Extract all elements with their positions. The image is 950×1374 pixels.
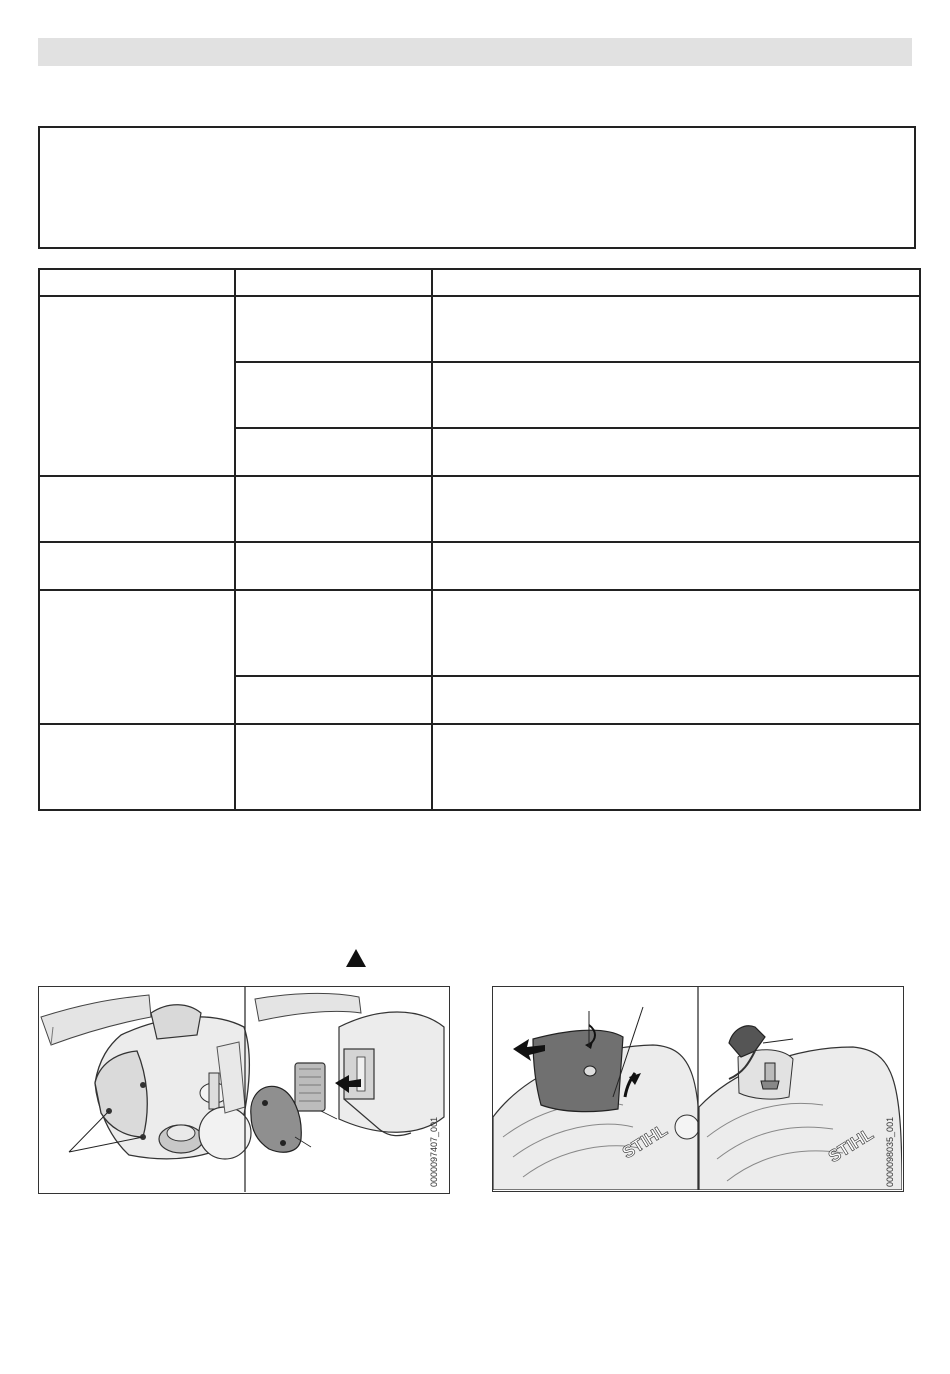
spark-plug-boot xyxy=(699,1026,902,1190)
table-row xyxy=(39,590,920,676)
cause-cell xyxy=(235,362,432,428)
cause-cell xyxy=(235,428,432,476)
condition-cell xyxy=(39,590,235,724)
cause-cell xyxy=(235,676,432,724)
stihl-logo: STIHL xyxy=(825,1124,877,1167)
remedy-cell xyxy=(432,428,920,476)
table-row xyxy=(39,476,920,542)
remedy-cell xyxy=(432,296,920,362)
cause-cell xyxy=(235,476,432,542)
table-row xyxy=(39,296,920,362)
table-row xyxy=(39,724,920,810)
condition-cell xyxy=(39,296,235,476)
cause-cell xyxy=(235,542,432,590)
engine-cover-icon xyxy=(533,1030,623,1111)
remedy-cell xyxy=(432,590,920,676)
section-header-bar xyxy=(38,38,912,66)
condition-cell xyxy=(39,542,235,590)
header-cause xyxy=(235,269,432,296)
remedy-cell xyxy=(432,724,920,810)
stihl-logo: STIHL xyxy=(619,1120,671,1163)
remedy-cell xyxy=(432,542,920,590)
condition-cell xyxy=(39,476,235,542)
cause-cell xyxy=(235,724,432,810)
warning-triangle-icon xyxy=(345,948,367,968)
figure-code: 0000097407_001 xyxy=(429,1116,439,1187)
engine-cover-removal xyxy=(493,1007,700,1190)
screw-icon xyxy=(140,1082,146,1088)
figure-code: 0000098035_001 xyxy=(885,1116,895,1187)
condition-cell xyxy=(39,724,235,810)
air-filter-figure xyxy=(38,986,450,1194)
troubleshooting-table xyxy=(38,268,921,811)
air-filter-cover-closed xyxy=(41,995,251,1159)
spark-plug-figure xyxy=(492,986,904,1192)
air-filter-removed xyxy=(251,993,444,1187)
remedy-cell xyxy=(432,476,920,542)
table-header-row xyxy=(39,269,920,296)
screw-icon xyxy=(584,1066,596,1076)
remedy-cell xyxy=(432,362,920,428)
remedy-cell xyxy=(432,676,920,724)
header-remedy xyxy=(432,269,920,296)
cause-cell xyxy=(235,296,432,362)
notice-box xyxy=(38,126,916,249)
filter-cover-icon xyxy=(251,1086,301,1152)
header-condition xyxy=(39,269,235,296)
table-row xyxy=(39,542,920,590)
cause-cell xyxy=(235,590,432,676)
spark-plug-icon xyxy=(765,1063,775,1081)
air-filter-element-icon xyxy=(295,1063,325,1111)
